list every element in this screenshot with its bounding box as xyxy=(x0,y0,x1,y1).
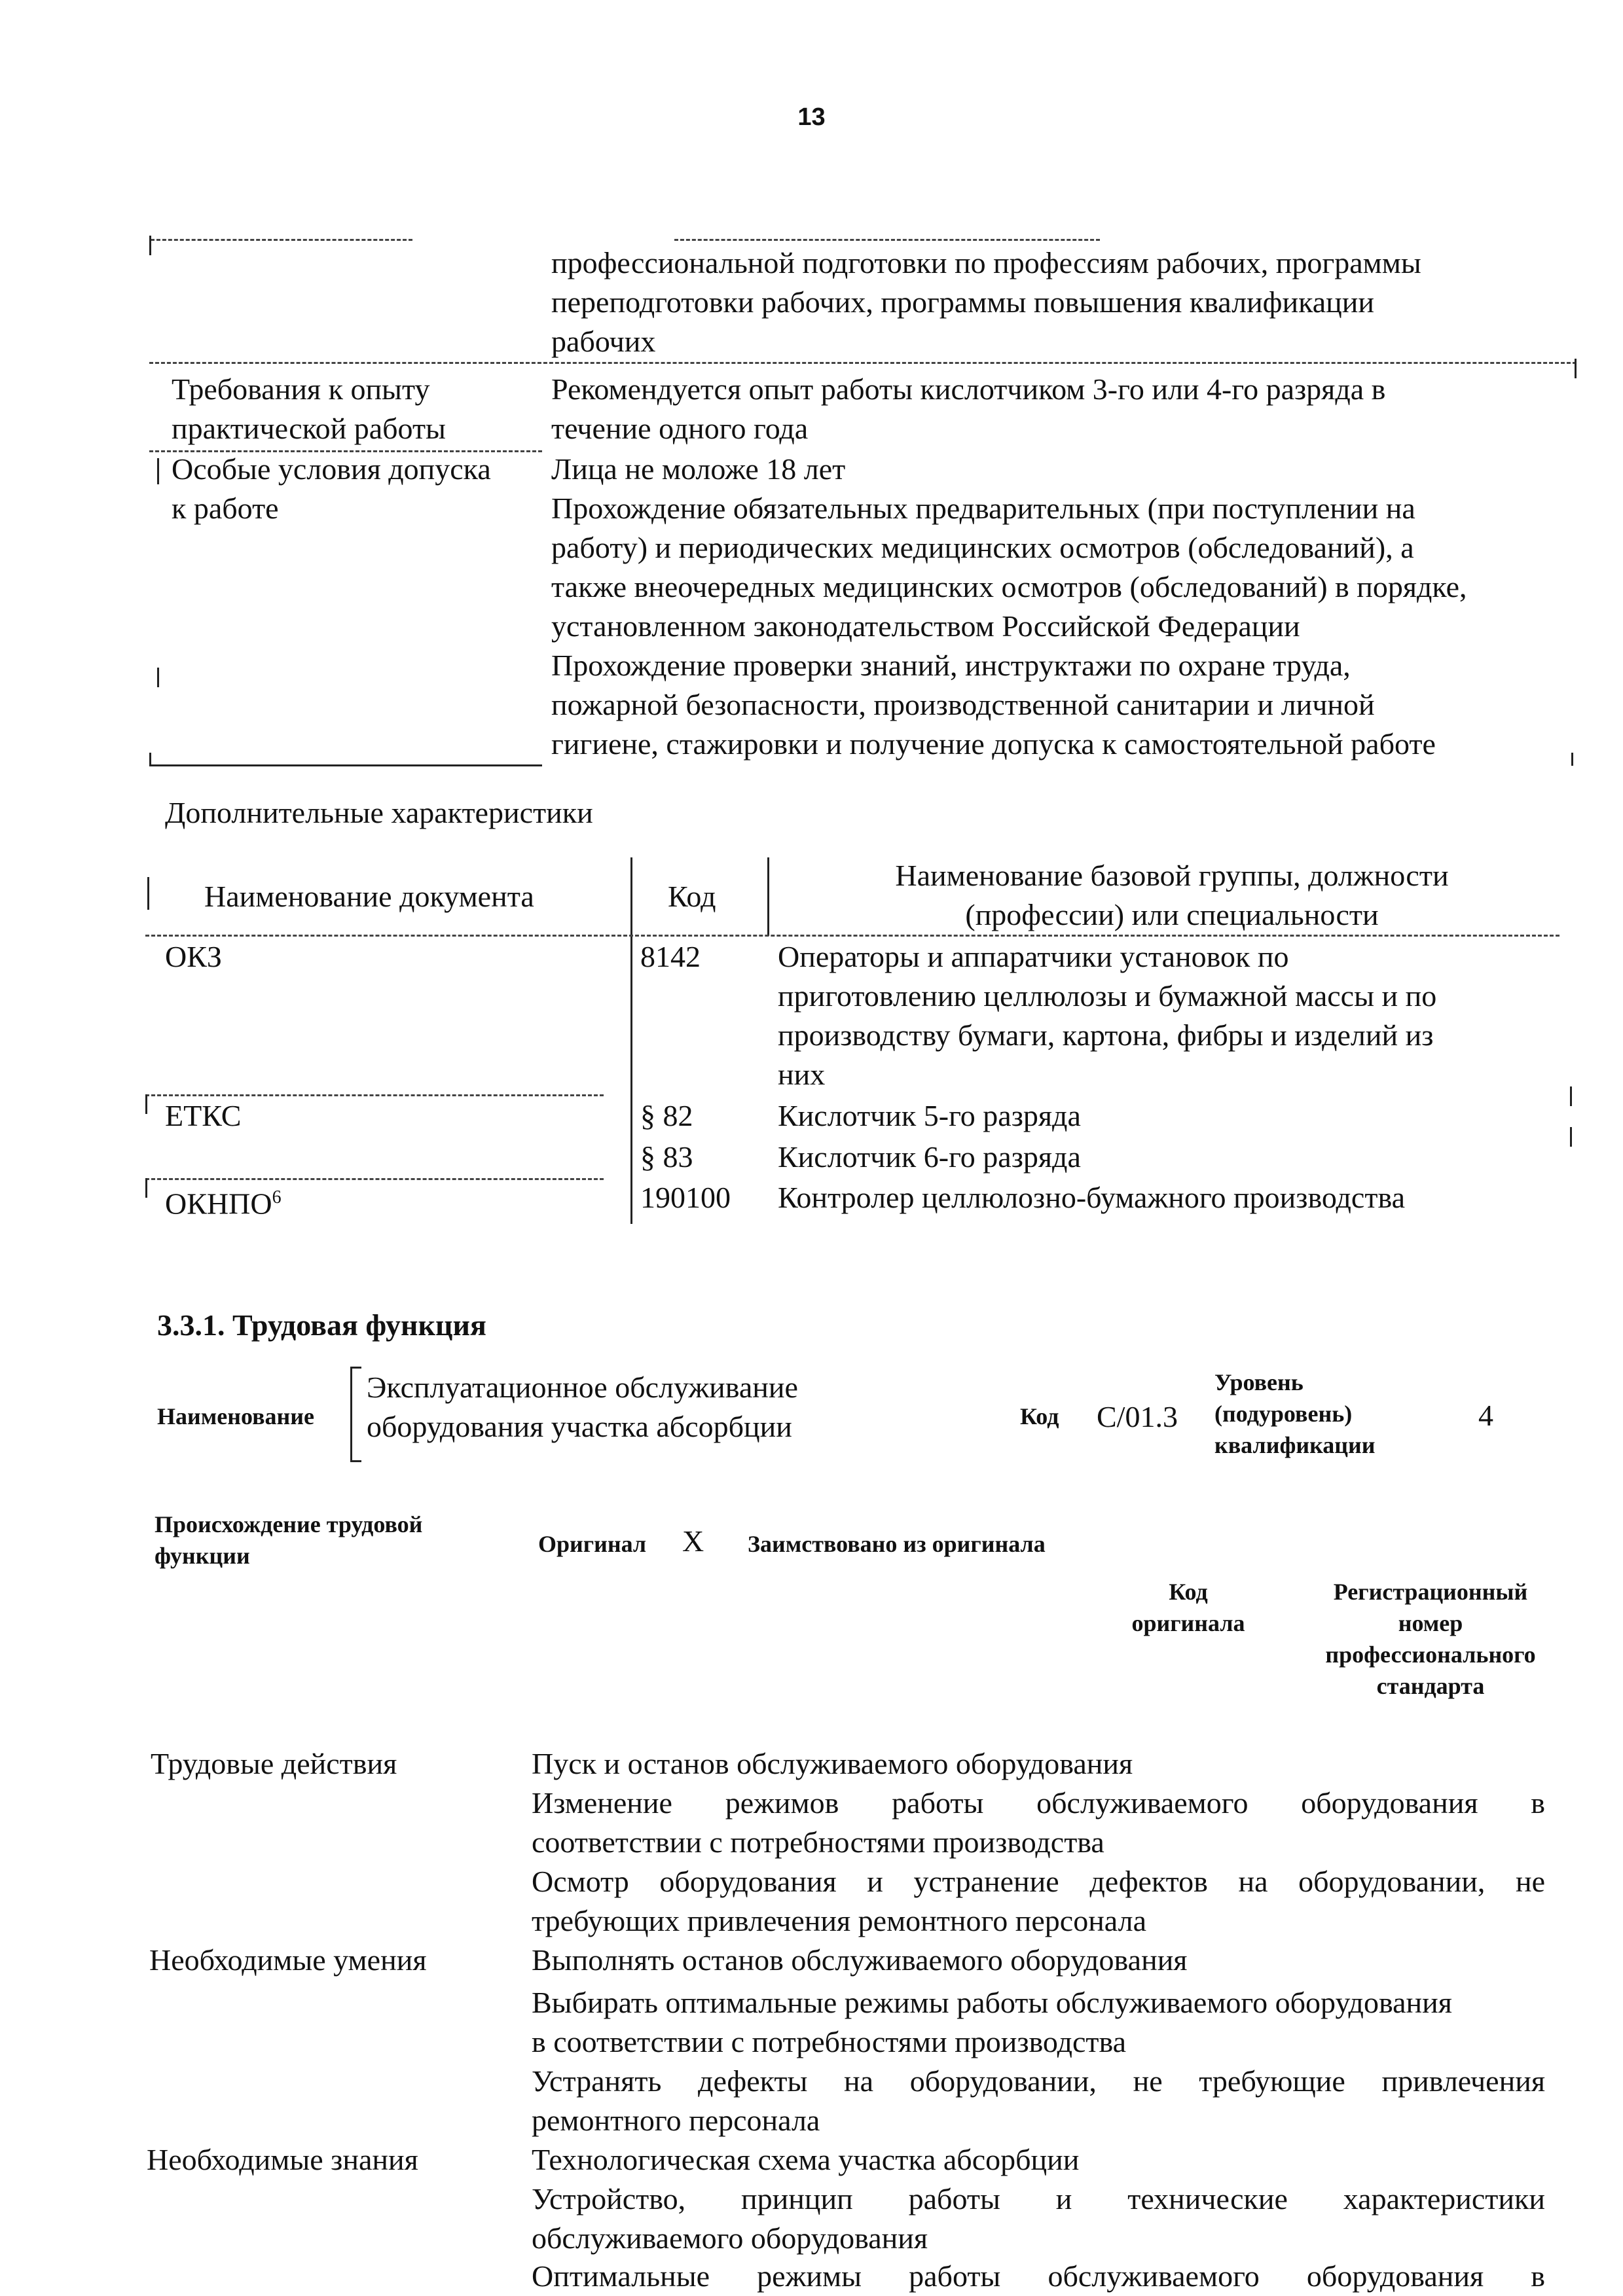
original-label: Оригинал xyxy=(538,1531,647,1557)
code-label: Код xyxy=(1020,1403,1059,1429)
origin-label-2: функции xyxy=(155,1543,250,1569)
skill-3-line-1: Устранять дефекты на оборудовании, не требующие привлечения xyxy=(532,2064,1545,2098)
header-name-1: Наименование базовой группы, должности xyxy=(895,859,1449,892)
conditions-medical-1: Прохождение обязательных предварительных (при поступлении на xyxy=(551,492,1415,525)
row-doc-etks: ЕТКС xyxy=(165,1099,242,1132)
action-1: Пуск и останов обслуживаемого оборудования xyxy=(532,1747,1133,1780)
experience-value-2: течение одного года xyxy=(551,412,809,445)
action-2-line-1: Изменение режимов работы обслуживаемого оборудования в xyxy=(532,1786,1545,1820)
row-name-okz-4: них xyxy=(778,1058,826,1091)
level-label-3: квалификации xyxy=(1214,1432,1376,1458)
row-name-82: Кислотчик 5-го разряда xyxy=(778,1099,1081,1132)
continuation-line-1: профессиональной подготовки по профессиям рабочих, программы xyxy=(551,246,1421,279)
origin-label-1: Происхождение трудовой xyxy=(155,1511,423,1537)
additional-title: Дополнительные характеристики xyxy=(165,796,593,829)
conditions-safety-1: Прохождение проверки знаний, инструктажи по охране труда, xyxy=(551,649,1351,682)
experience-value-1: Рекомендуется опыт работы кислотчиком 3-го или 4-го разряда в xyxy=(551,372,1386,406)
row-doc-okz: ОКЗ xyxy=(165,940,222,973)
reg-number-label-2: номер xyxy=(1398,1610,1463,1636)
knowledge-label: Необходимые знания xyxy=(147,2143,418,2176)
header-code: Код xyxy=(668,880,716,913)
function-name-1: Эксплуатационное обслуживание xyxy=(367,1371,798,1404)
conditions-safety-3: гигиене, стажировки и получение допуска к самостоятельной работе xyxy=(551,727,1436,761)
action-2-line-2: соответствии с потребностями производства xyxy=(532,1825,1104,1859)
function-name-2: оборудования участка абсорбции xyxy=(367,1410,792,1443)
knowledge-2-line-2: обслуживаемого оборудования xyxy=(532,2221,928,2255)
row-name-oknpo: Контролер целлюлозно-бумажного производства xyxy=(778,1181,1405,1214)
experience-label-1: Требования к опыту xyxy=(172,372,430,406)
row-code-82: § 82 xyxy=(640,1099,693,1132)
oknpo-text: ОКНПО xyxy=(165,1187,272,1221)
row-name-okz-3: производству бумаги, картона, фибры и изделий из xyxy=(778,1018,1434,1052)
row-name-83: Кислотчик 6-го разряда xyxy=(778,1140,1081,1174)
reg-number-label-1: Регистрационный xyxy=(1333,1579,1528,1605)
actions-label: Трудовые действия xyxy=(151,1747,397,1780)
row-name-okz-1: Операторы и аппаратчики установок по xyxy=(778,940,1289,973)
header-name-2: (профессии) или специальности xyxy=(965,898,1379,931)
borrowed-label: Заимствовано из оригинала xyxy=(748,1531,1046,1557)
original-checkmark: X xyxy=(682,1524,704,1558)
skill-3-line-2: ремонтного персонала xyxy=(532,2104,820,2137)
reg-number-label-4: стандарта xyxy=(1376,1673,1485,1699)
name-label: Наименование xyxy=(157,1403,314,1429)
knowledge-3-line-1: Оптимальные режимы работы обслуживаемого оборудования в xyxy=(532,2259,1545,2293)
code-value: C/01.3 xyxy=(1097,1400,1178,1433)
action-3-line-1: Осмотр оборудования и устранение дефектов на оборудовании, не xyxy=(532,1865,1545,1898)
experience-label-2: практической работы xyxy=(172,412,446,445)
orig-code-label-1: Код xyxy=(1169,1579,1208,1605)
conditions-label-2: к работе xyxy=(172,492,279,525)
reg-number-label-3: профессионального xyxy=(1325,1641,1536,1668)
page-number: 13 xyxy=(797,103,826,131)
skill-1: Выполнять останов обслуживаемого оборудования xyxy=(532,1943,1188,1977)
continuation-line-2: переподготовки рабочих, программы повышения квалификации xyxy=(551,285,1375,319)
row-code-190100: 190100 xyxy=(640,1181,731,1214)
conditions-safety-2: пожарной безопасности, производственной санитарии и личной xyxy=(551,688,1375,721)
knowledge-2-line-1: Устройство, принцип работы и технические характеристики xyxy=(532,2182,1545,2215)
header-document: Наименование документа xyxy=(204,880,534,913)
conditions-medical-2: работу) и периодических медицинских осмотров (обследований), а xyxy=(551,531,1414,564)
skills-label: Необходимые умения xyxy=(149,1943,427,1977)
row-name-okz-2: приготовлению целлюлозы и бумажной массы и по xyxy=(778,979,1437,1013)
orig-code-label-2: оригинала xyxy=(1131,1610,1245,1636)
conditions-medical-4: установленном законодательством Российской Федерации xyxy=(551,609,1300,643)
row-code-8142: 8142 xyxy=(640,940,701,973)
skill-2-line-1: Выбирать оптимальные режимы работы обслуживаемого оборудования xyxy=(532,1986,1452,2019)
action-3-line-2: требующих привлечения ремонтного персонала xyxy=(532,1904,1147,1937)
conditions-label-1: Особые условия допуска xyxy=(172,452,491,486)
continuation-line-3: рабочих xyxy=(551,325,656,358)
section-heading: 3.3.1. Трудовая функция xyxy=(157,1308,486,1342)
footnote-6: 6 xyxy=(272,1187,282,1208)
conditions-medical-3: также внеочередных медицинских осмотров (обследований) в порядке, xyxy=(551,570,1467,603)
knowledge-1: Технологическая схема участка абсорбции xyxy=(532,2143,1080,2176)
level-label-2: (подуровень) xyxy=(1214,1401,1353,1427)
level-value: 4 xyxy=(1478,1399,1493,1432)
row-doc-oknpo xyxy=(165,1178,282,1223)
level-label-1: Уровень xyxy=(1214,1369,1304,1395)
skill-2-line-2: в соответствии с потребностями производства xyxy=(532,2025,1127,2058)
conditions-value-age: Лица не моложе 18 лет xyxy=(551,452,846,486)
row-code-83: § 83 xyxy=(640,1140,693,1174)
